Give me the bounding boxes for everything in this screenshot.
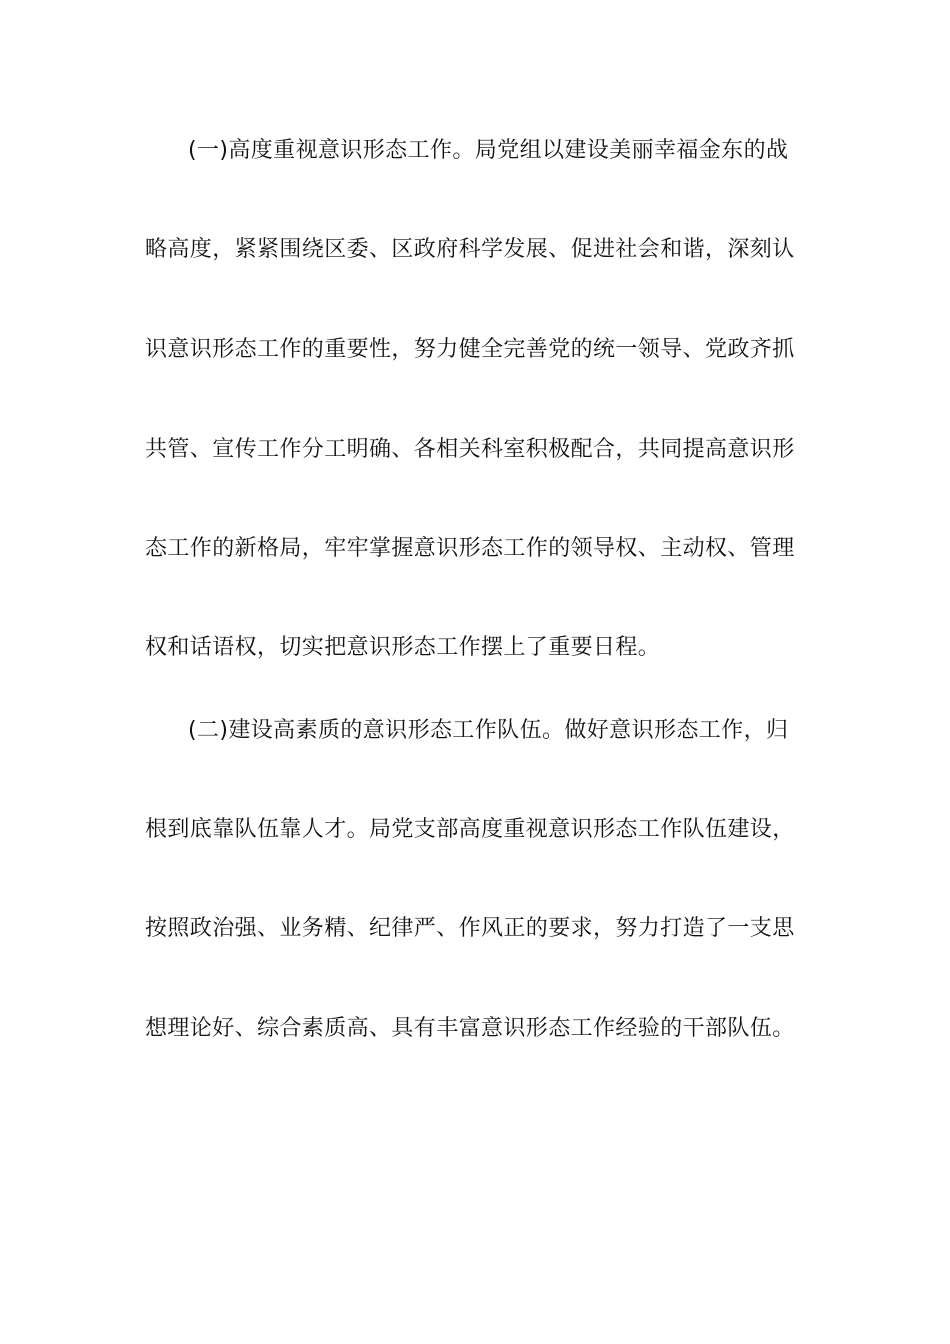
paragraph-line: 想理论好、综合素质高、具有丰富意识形态工作经验的干部队伍。	[145, 1016, 795, 1041]
paragraph-line: 识意识形态工作的重要性，努力健全完善党的统一领导、党政齐抓	[145, 337, 795, 362]
paragraph-line: (一)高度重视意识形态工作。局党组以建设美丽幸福金东的战	[188, 138, 789, 163]
paragraph-line: (二)建设高素质的意识形态工作队伍。做好意识形态工作，归	[188, 718, 789, 743]
paragraph-line: 略高度，紧紧围绕区委、区政府科学发展、促进社会和谐，深刻认	[145, 237, 795, 262]
paragraph-line: 按照政治强、业务精、纪律严、作风正的要求，努力打造了一支思	[145, 916, 795, 941]
paragraph-line: 权和话语权，切实把意识形态工作摆上了重要日程。	[145, 635, 661, 660]
paragraph-line: 根到底靠队伍靠人才。局党支部高度重视意识形态工作队伍建设，	[145, 817, 795, 842]
paragraph-line: 共管、宣传工作分工明确、各相关科室积极配合，共同提高意识形	[145, 437, 795, 462]
paragraph-line: 态工作的新格局，牢牢掌握意识形态工作的领导权、主动权、管理	[145, 536, 795, 561]
